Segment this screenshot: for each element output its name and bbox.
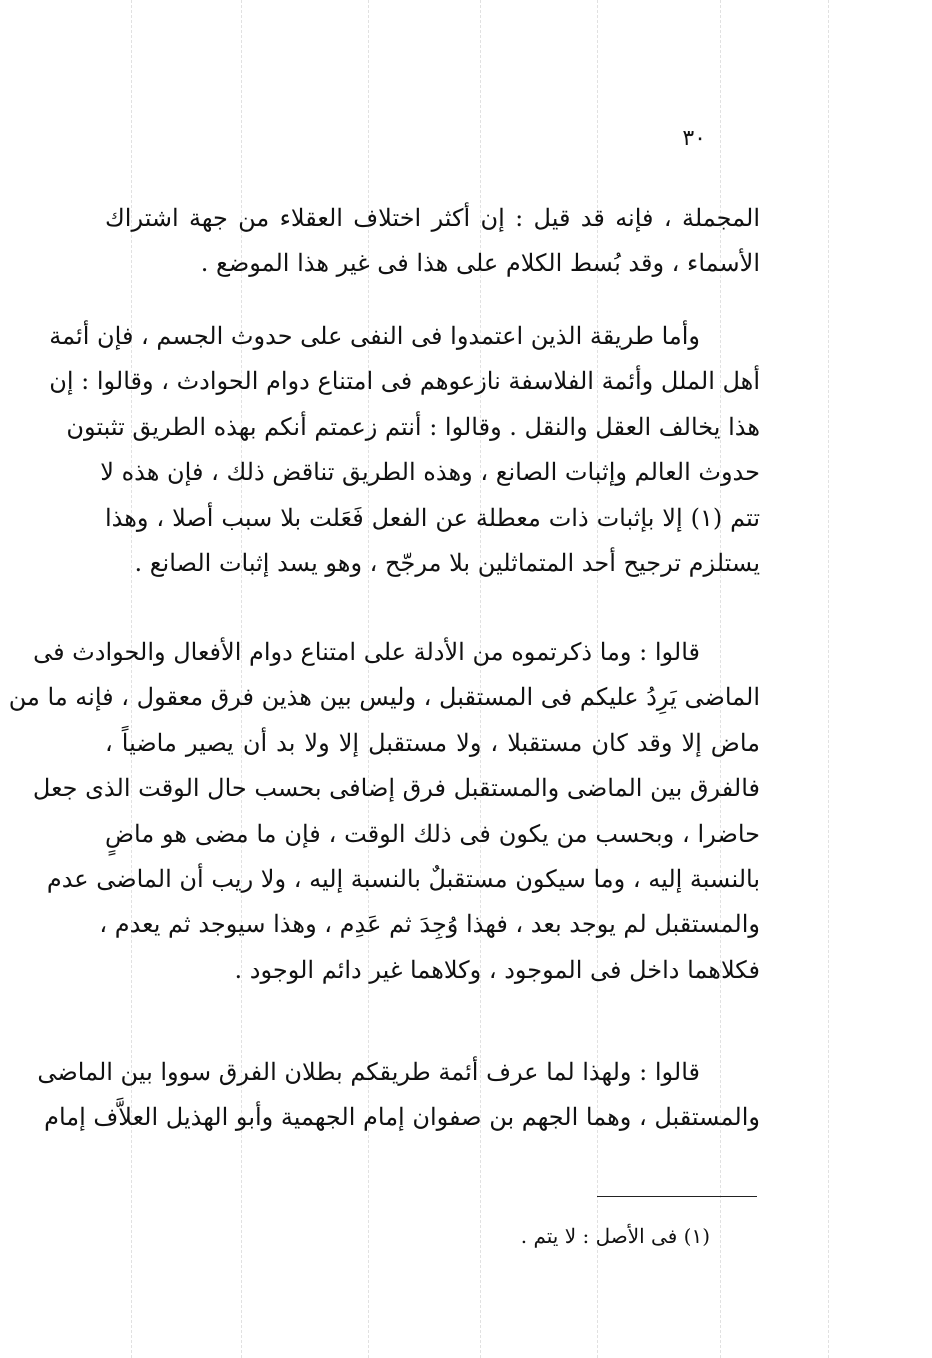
text-line: الأسماء ، وقد بُسط الكلام على هذا فى غير هذا الموضع .: [200, 249, 760, 278]
paragraph-2: [49, 314, 760, 586]
text-line: أهل الملل وأئمة الفلاسفة نازعوهم فى امتناع دوام الحوادث ، وقالوا : إن: [49, 367, 760, 396]
text-line: هذا يخالف العقل والنقل . وقالوا : أنتم زعمتم أنكم بهذه الطريق تثبتون: [66, 412, 760, 441]
text-line: والمستقبل لم يوجد بعد ، فهذا وُجِدَ ثم عَدِم ، وهذا سيوجد ثم يعدم ،: [99, 910, 760, 939]
text-line: قالوا : ولهذا لما عرف أئمة طريقكم بطلان الفرق سووا بين الماضى: [37, 1058, 700, 1086]
text-line: يستلزم ترجيح أحد المتماثلين بلا مرجّح ، وهو يسد إثبات الصانع .: [134, 549, 760, 578]
text-line: بالنسبة إليه ، وما سيكون مستقبلٌ بالنسبة إليه ، ولا ريب أن الماضى عدم: [46, 865, 760, 894]
paragraph-3: [8, 630, 760, 993]
text-line: قالوا : وما ذكرتموه من الأدلة على امتناع دوام الأفعال والحوادث فى: [33, 638, 700, 666]
paragraph-1: [105, 196, 760, 287]
text-line: المجملة ، فإنه قد قيل : إن أكثر اختلاف العقلاء من جهة اشتراك: [105, 204, 760, 232]
text-line: ماض إلا وقد كان مستقبلا ، ولا مستقبل إلا ولا بد أن يصير ماضياً ،: [105, 728, 760, 757]
text-line: الماضى يَرِدُ عليكم فى المستقبل ، وليس بين هذين فرق معقول ، فإنه ما من: [8, 683, 760, 712]
text-line: حاضرا ، وبحسب من يكون فى ذلك الوقت ، فإن ما مضى هو ماضٍ: [105, 819, 760, 848]
text-line: فالفرق بين الماضى والمستقبل فرق إضافى بحسب حال الوقت الذى جعل: [32, 774, 760, 803]
footnote-divider: [597, 1196, 757, 1197]
paragraph-4: [37, 1050, 760, 1141]
text-line: تتم (١) إلا بإثبات ذات معطلة عن الفعل فَعَلت بلا سبب أصلا ، وهذا: [105, 503, 760, 532]
page-number: ٣٠: [682, 126, 706, 151]
text-line: والمستقبل ، وهما الجهم بن صفوان إمام الجهمية وأبو الهذيل العلاَّف إمام: [44, 1103, 760, 1132]
text-line: فكلاهما داخل فى الموجود ، وكلاهما غير دائم الوجود .: [234, 955, 760, 984]
footnote: (١) فى الأصل : لا يتم .: [520, 1224, 710, 1248]
text-line: وأما طريقة الذين اعتمدوا فى النفى على حدوث الجسم ، فإن أئمة: [49, 322, 700, 350]
text-line: حدوث العالم وإثبات الصانع ، وهذه الطريق تناقض ذلك ، فإن هذه لا: [100, 458, 760, 487]
